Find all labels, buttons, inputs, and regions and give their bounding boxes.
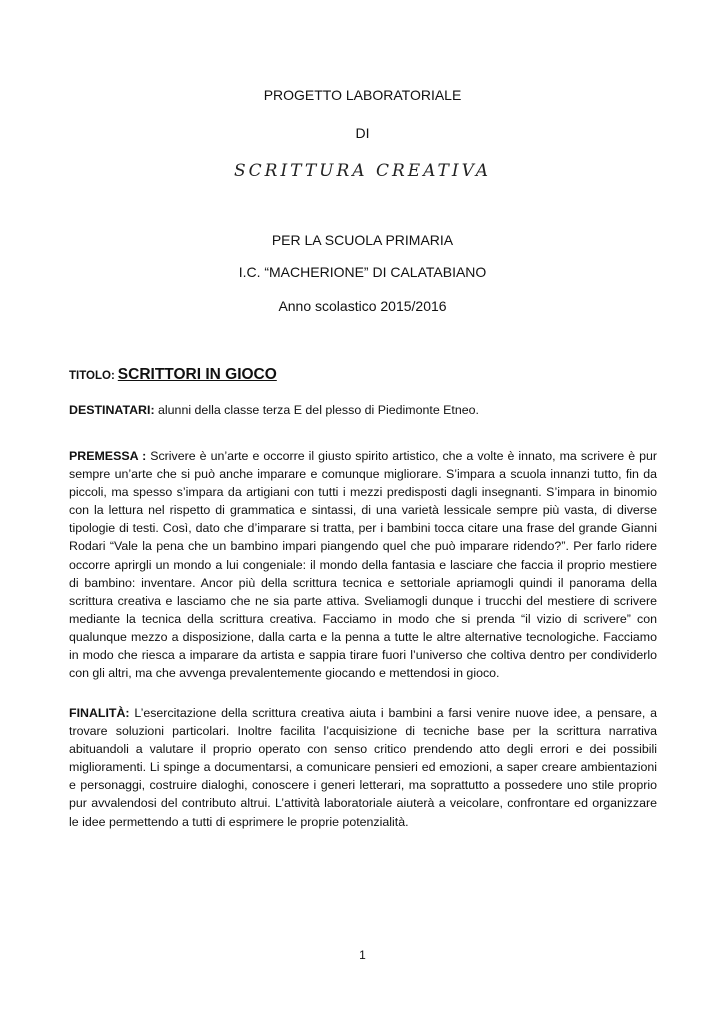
finalita-paragraph — [69, 704, 657, 831]
premessa-label: PREMESSA : — [69, 449, 147, 463]
destinatari-label: DESTINATARI: — [69, 403, 155, 417]
project-heading: PROGETTO LABORATORIALE — [263, 87, 462, 103]
decorative-title: SCRITTURA CREATIVA — [234, 161, 491, 181]
premessa-text: Scrivere è un’arte e occorre il giusto spirito artistico, che a volte è innato, ma scrivere è pur sempre un’arte che si può anche imparare e comunque migliorare. S’impara a scuola innanzi tutto, fin da piccoli, ma spesso s’impara da artigiani con tutti i mezzi predisposti dagli insegnanti. S’impara in binomio con la lettura nel rispetto di grammatica e sintassi, di una varietà lessicale sempre più vasta, di diverse tipologie di testi. Così, dato che d’imparare si tratta, per i bambini tocca citare una frase del grande Gianni Rodari “Vale la pena che un bambino impari piangendo quel che può imparare ridendo?”. Per farlo ridere occorre aprirgli un mondo a lui congeniale: il mondo della fantasia e lasciare che faccia il proprio mestiere di bambino: inventare. Ancor più della scrittura tecnica e settoriale apriamogli quindi il panorama della scrittura creativa e lasciamo che ne sia parte attiva. Sveliamogli dunque i trucchi del mestiere di scrivere mediante la tecnica della scrittura creativa. Facciamo in modo che si prenda “il vizio di scrivere” con qualunque mezzo a disposizione, dalla carta e la penna a tutte le altre alternative tecnologiche. Facciamo in modo che riesca a imparare da artista e sappia tirare fuori l’universo che coltiva dentro per condividerlo con gli altri, ma che avvenga prevalentemente giocando e mettendosi in gioco. — [69, 449, 657, 681]
school-year: Anno scolastico 2015/2016 — [278, 298, 447, 314]
destinatari-paragraph — [69, 401, 657, 419]
destinatari-text: alunni della classe terza E del plesso di Piedimonte Etneo. — [154, 403, 479, 417]
project-heading-di: DI — [355, 125, 370, 141]
premessa-paragraph — [69, 447, 657, 682]
title-section — [69, 366, 277, 384]
page-number: 1 — [359, 948, 366, 962]
institute-line: I.C. “MACHERIONE” DI CALATABIANO — [238, 264, 487, 280]
school-line: PER LA SCUOLA PRIMARIA — [271, 232, 454, 248]
finalita-label: FINALITÀ: — [69, 706, 130, 720]
title-label: TITOLO: — [69, 370, 115, 382]
title-value: SCRITTORI IN GIOCO — [117, 366, 277, 383]
finalita-text: L’esercitazione della scrittura creativa aiuta i bambini a farsi venire nuove idee, a pensare, a trovare soluzioni particolari. Inoltre facilita l’acquisizione di tecniche base per la scrittura narrativa abituandoli a valutare il proprio operato con senso critico prendendo atto degli errori e dei possibili miglioramenti. Li spinge a documentarsi, a comunicare pensieri ed emozioni, a saper creare ambientazioni e personaggi, costruire dialoghi, conoscere i generi letterari, ma soprattutto a possedere uno stile proprio pur avvalendosi del contributo altrui. L’attività laboratoriale aiuterà a veicolare, confrontare ed organizzare le idee permettendo a tutti di esprimere le proprie potenzialità. — [69, 706, 657, 829]
